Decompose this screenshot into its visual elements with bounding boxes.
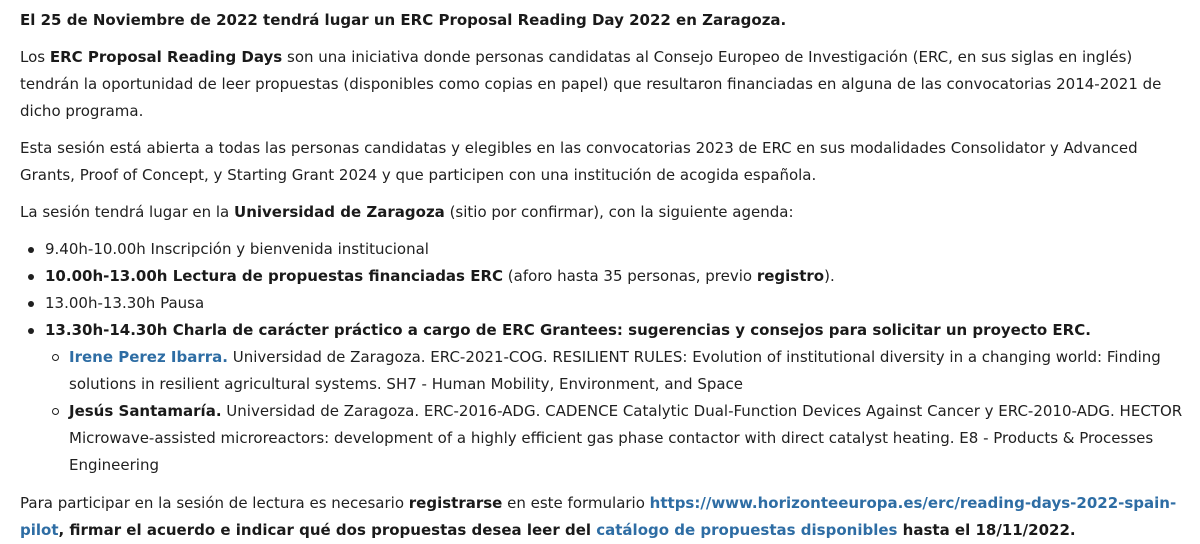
venue-name: Universidad de Zaragoza [234, 203, 445, 221]
closing-pre: Para participar en la sesión de lectura es necesario [20, 494, 409, 512]
closing-paragraph [20, 490, 1190, 544]
closing-bold2: , firmar el acuerdo e indicar qué dos propuestas desea leer del [58, 521, 597, 539]
agenda-item4-bold: 13.30h-14.30h Charla de carácter práctico a cargo de ERC Grantees: sugerencias y consejos para solicitar un proyecto ERC. [45, 321, 1091, 339]
agenda-item-talk [45, 317, 1190, 479]
closing-registrarse: registrarse [408, 494, 503, 512]
venue-paragraph [20, 199, 1190, 226]
agenda-item1-text: 9.40h-10.00h Inscripción y bienvenida institucional [45, 240, 429, 258]
para3-pre: La sesión tendrá lugar en la [20, 203, 235, 221]
speaker-item [69, 398, 1190, 479]
para1-post: son una iniciativa donde personas candidatas al Consejo Europeo de Investigación (ERC, en sus siglas en inglés) tendrán la oportunidad de leer propuestas (disponibles como copias en papel) que resultaron financiadas en alguna de las convocatorias 2014-2021 de dicho programa. [20, 48, 1162, 120]
speaker2-name: Jesús Santamaría. [69, 402, 222, 420]
agenda-item-reading [45, 263, 1190, 290]
para1-bold: ERC Proposal Reading Days [49, 48, 283, 66]
agenda-item2-mid: (aforo hasta 35 personas, previo [503, 267, 757, 285]
agenda-item3-text: 13.00h-13.30h Pausa [45, 294, 205, 312]
speaker2-text: Universidad de Zaragoza. ERC-2016-ADG. CADENCE Catalytic Dual-Function Devices Against Cancer y ERC-2010-ADG. HECTOR Microwave-assisted microreactors: development of a highly efficient gas phase contactor with direct catalyst heating. E8 - Products & Processes Engineering [69, 402, 1183, 474]
description-paragraph [20, 44, 1190, 125]
closing-mid: en este formulario [502, 494, 650, 512]
intro-paragraph [20, 7, 1190, 34]
speaker-item [69, 344, 1190, 398]
agenda-item2-end: ). [824, 267, 835, 285]
para1-pre: Los [20, 48, 50, 66]
agenda-item-registration [45, 236, 1190, 263]
intro-text: El 25 de Noviembre de 2022 tendrá lugar un ERC Proposal Reading Day 2022 en Zaragoza. [20, 11, 787, 29]
speaker1-text: Universidad de Zaragoza. ERC-2021-COG. RESILIENT RULES: Evolution of institutional diversity in a changing world: Finding solutions in resilient agricultural systems. SH7 - Human Mobility, Environment, and Space [69, 348, 1161, 393]
speaker1-link[interactable]: Irene Perez Ibarra. [69, 348, 228, 366]
agenda-item2-bold: 10.00h-13.00h Lectura de propuestas financiadas ERC [45, 267, 504, 285]
eligibility-paragraph: Esta sesión está abierta a todas las personas candidatas y elegibles en las convocatorias 2023 de ERC en sus modalidades Consolidator y Advanced Grants, Proof of Concept, y Starting Grant 2024 y que participen con una institución de acogida española. [20, 139, 1138, 184]
agenda-list [20, 236, 1190, 479]
para3-post: (sitio por confirmar), con la siguiente agenda: [444, 203, 794, 221]
registration-form-link[interactable]: https://www.horizonteeuropa.es/erc/reading-days-2022-spain-pilot [20, 494, 1177, 539]
speakers-list [45, 344, 1190, 479]
agenda-item2-registro: registro [756, 267, 825, 285]
agenda-item-break [45, 290, 1190, 317]
catalog-link[interactable]: catálogo de propuestas disponibles [596, 521, 898, 539]
closing-deadline: hasta el 18/11/2022. [897, 521, 1076, 539]
